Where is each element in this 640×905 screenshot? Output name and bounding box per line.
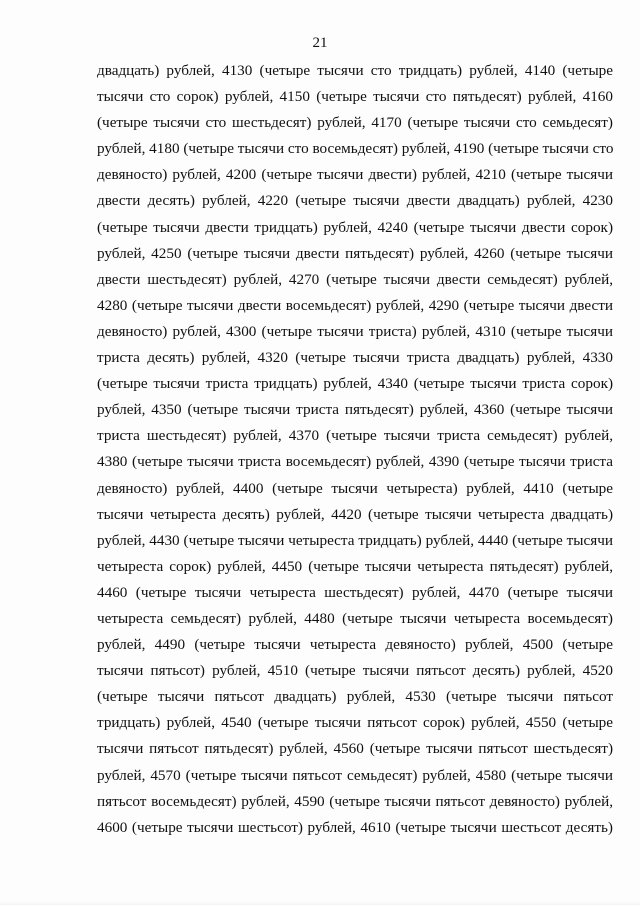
page-number: 21 bbox=[312, 35, 328, 51]
scan-edge bbox=[0, 901, 640, 905]
text-line: (четыре тысячи двести тридцать) рублей, 4240 (четыре тысячи двести сорок) bbox=[97, 218, 613, 236]
text-line: рублей, 4490 (четыре тысячи четыреста девяносто) рублей, 4500 (четыре bbox=[97, 636, 613, 654]
text-line: рублей, 4430 (четыре тысячи четыреста тридцать) рублей, 4440 (четыре тысячи bbox=[97, 531, 613, 549]
text-line: двадцать) рублей, 4130 (четыре тысячи сто тридцать) рублей, 4140 (четыре bbox=[97, 62, 613, 79]
text-line: 4280 (четыре тысячи двести восемьдесят) рублей, 4290 (четыре тысячи двести bbox=[97, 296, 613, 314]
text-line: 4600 (четыре тысячи шестьсот) рублей, 4610 (четыре тысячи шестьсот десять) bbox=[97, 818, 613, 836]
text-line: (четыре тысячи сто шестьдесят) рублей, 4170 (четыре тысячи сто семьдесят) bbox=[97, 114, 613, 132]
text-line: двести десять) рублей, 4220 (четыре тысячи двести двадцать) рублей, 4230 bbox=[97, 192, 613, 210]
text-line: рублей, 4350 (четыре тысячи триста пятьдесят) рублей, 4360 (четыре тысячи bbox=[97, 401, 613, 419]
text-line: рублей, 4180 (четыре тысячи сто восемьдесят) рублей, 4190 (четыре тысячи сто bbox=[97, 140, 614, 158]
text-line: четыреста семьдесят) рублей, 4480 (четыре тысячи четыреста восемьдесят) bbox=[97, 609, 613, 627]
text-line: рублей, 4250 (четыре тысячи двести пятьдесят) рублей, 4260 (четыре тысячи bbox=[97, 244, 613, 262]
text-line: тысячи четыреста десять) рублей, 4420 (четыре тысячи четыреста двадцать) bbox=[97, 505, 613, 523]
text-line: триста десять) рублей, 4320 (четыре тысячи триста двадцать) рублей, 4330 bbox=[97, 349, 613, 367]
text-line: тысячи сто сорок) рублей, 4150 (четыре тысячи сто пятьдесят) рублей, 4160 bbox=[97, 88, 613, 106]
text-line: (четыре тысячи пятьсот двадцать) рублей, 4530 (четыре тысячи пятьсот bbox=[97, 688, 613, 706]
text-line: четыреста сорок) рублей, 4450 (четыре тысячи четыреста пятьдесят) рублей, bbox=[97, 557, 613, 575]
body-text bbox=[97, 58, 613, 841]
text-line: тысячи пятьсот пятьдесят) рублей, 4560 (четыре тысячи пятьсот шестьдесят) bbox=[97, 740, 613, 758]
text-line: девяносто) рублей, 4200 (четыре тысячи двести) рублей, 4210 (четыре тысячи bbox=[97, 166, 613, 184]
text-line: 4460 (четыре тысячи четыреста шестьдесят) рублей, 4470 (четыре тысячи bbox=[97, 583, 613, 601]
text-line: пятьсот восемьдесят) рублей, 4590 (четыре тысячи пятьсот девяносто) рублей, bbox=[97, 792, 613, 810]
text-line: 4380 (четыре тысячи триста восемьдесят) рублей, 4390 (четыре тысячи триста bbox=[97, 453, 613, 471]
text-line: девяносто) рублей, 4300 (четыре тысячи триста) рублей, 4310 (четыре тысячи bbox=[97, 322, 613, 340]
text-line: триста шестьдесят) рублей, 4370 (четыре тысячи триста семьдесят) рублей, bbox=[97, 427, 613, 445]
text-line: тридцать) рублей, 4540 (четыре тысячи пятьсот сорок) рублей, 4550 (четыре bbox=[97, 714, 613, 732]
text-line: тысячи пятьсот) рублей, 4510 (четыре тысячи пятьсот десять) рублей, 4520 bbox=[97, 662, 613, 680]
text-line: (четыре тысячи триста тридцать) рублей, 4340 (четыре тысячи триста сорок) bbox=[97, 375, 613, 393]
text-line: девяносто) рублей, 4400 (четыре тысячи четыреста) рублей, 4410 (четыре bbox=[97, 479, 613, 497]
text-line: рублей, 4570 (четыре тысячи пятьсот семьдесят) рублей, 4580 (четыре тысячи bbox=[97, 766, 613, 784]
text-line: двести шестьдесят) рублей, 4270 (четыре тысячи двести семьдесят) рублей, bbox=[97, 270, 613, 288]
